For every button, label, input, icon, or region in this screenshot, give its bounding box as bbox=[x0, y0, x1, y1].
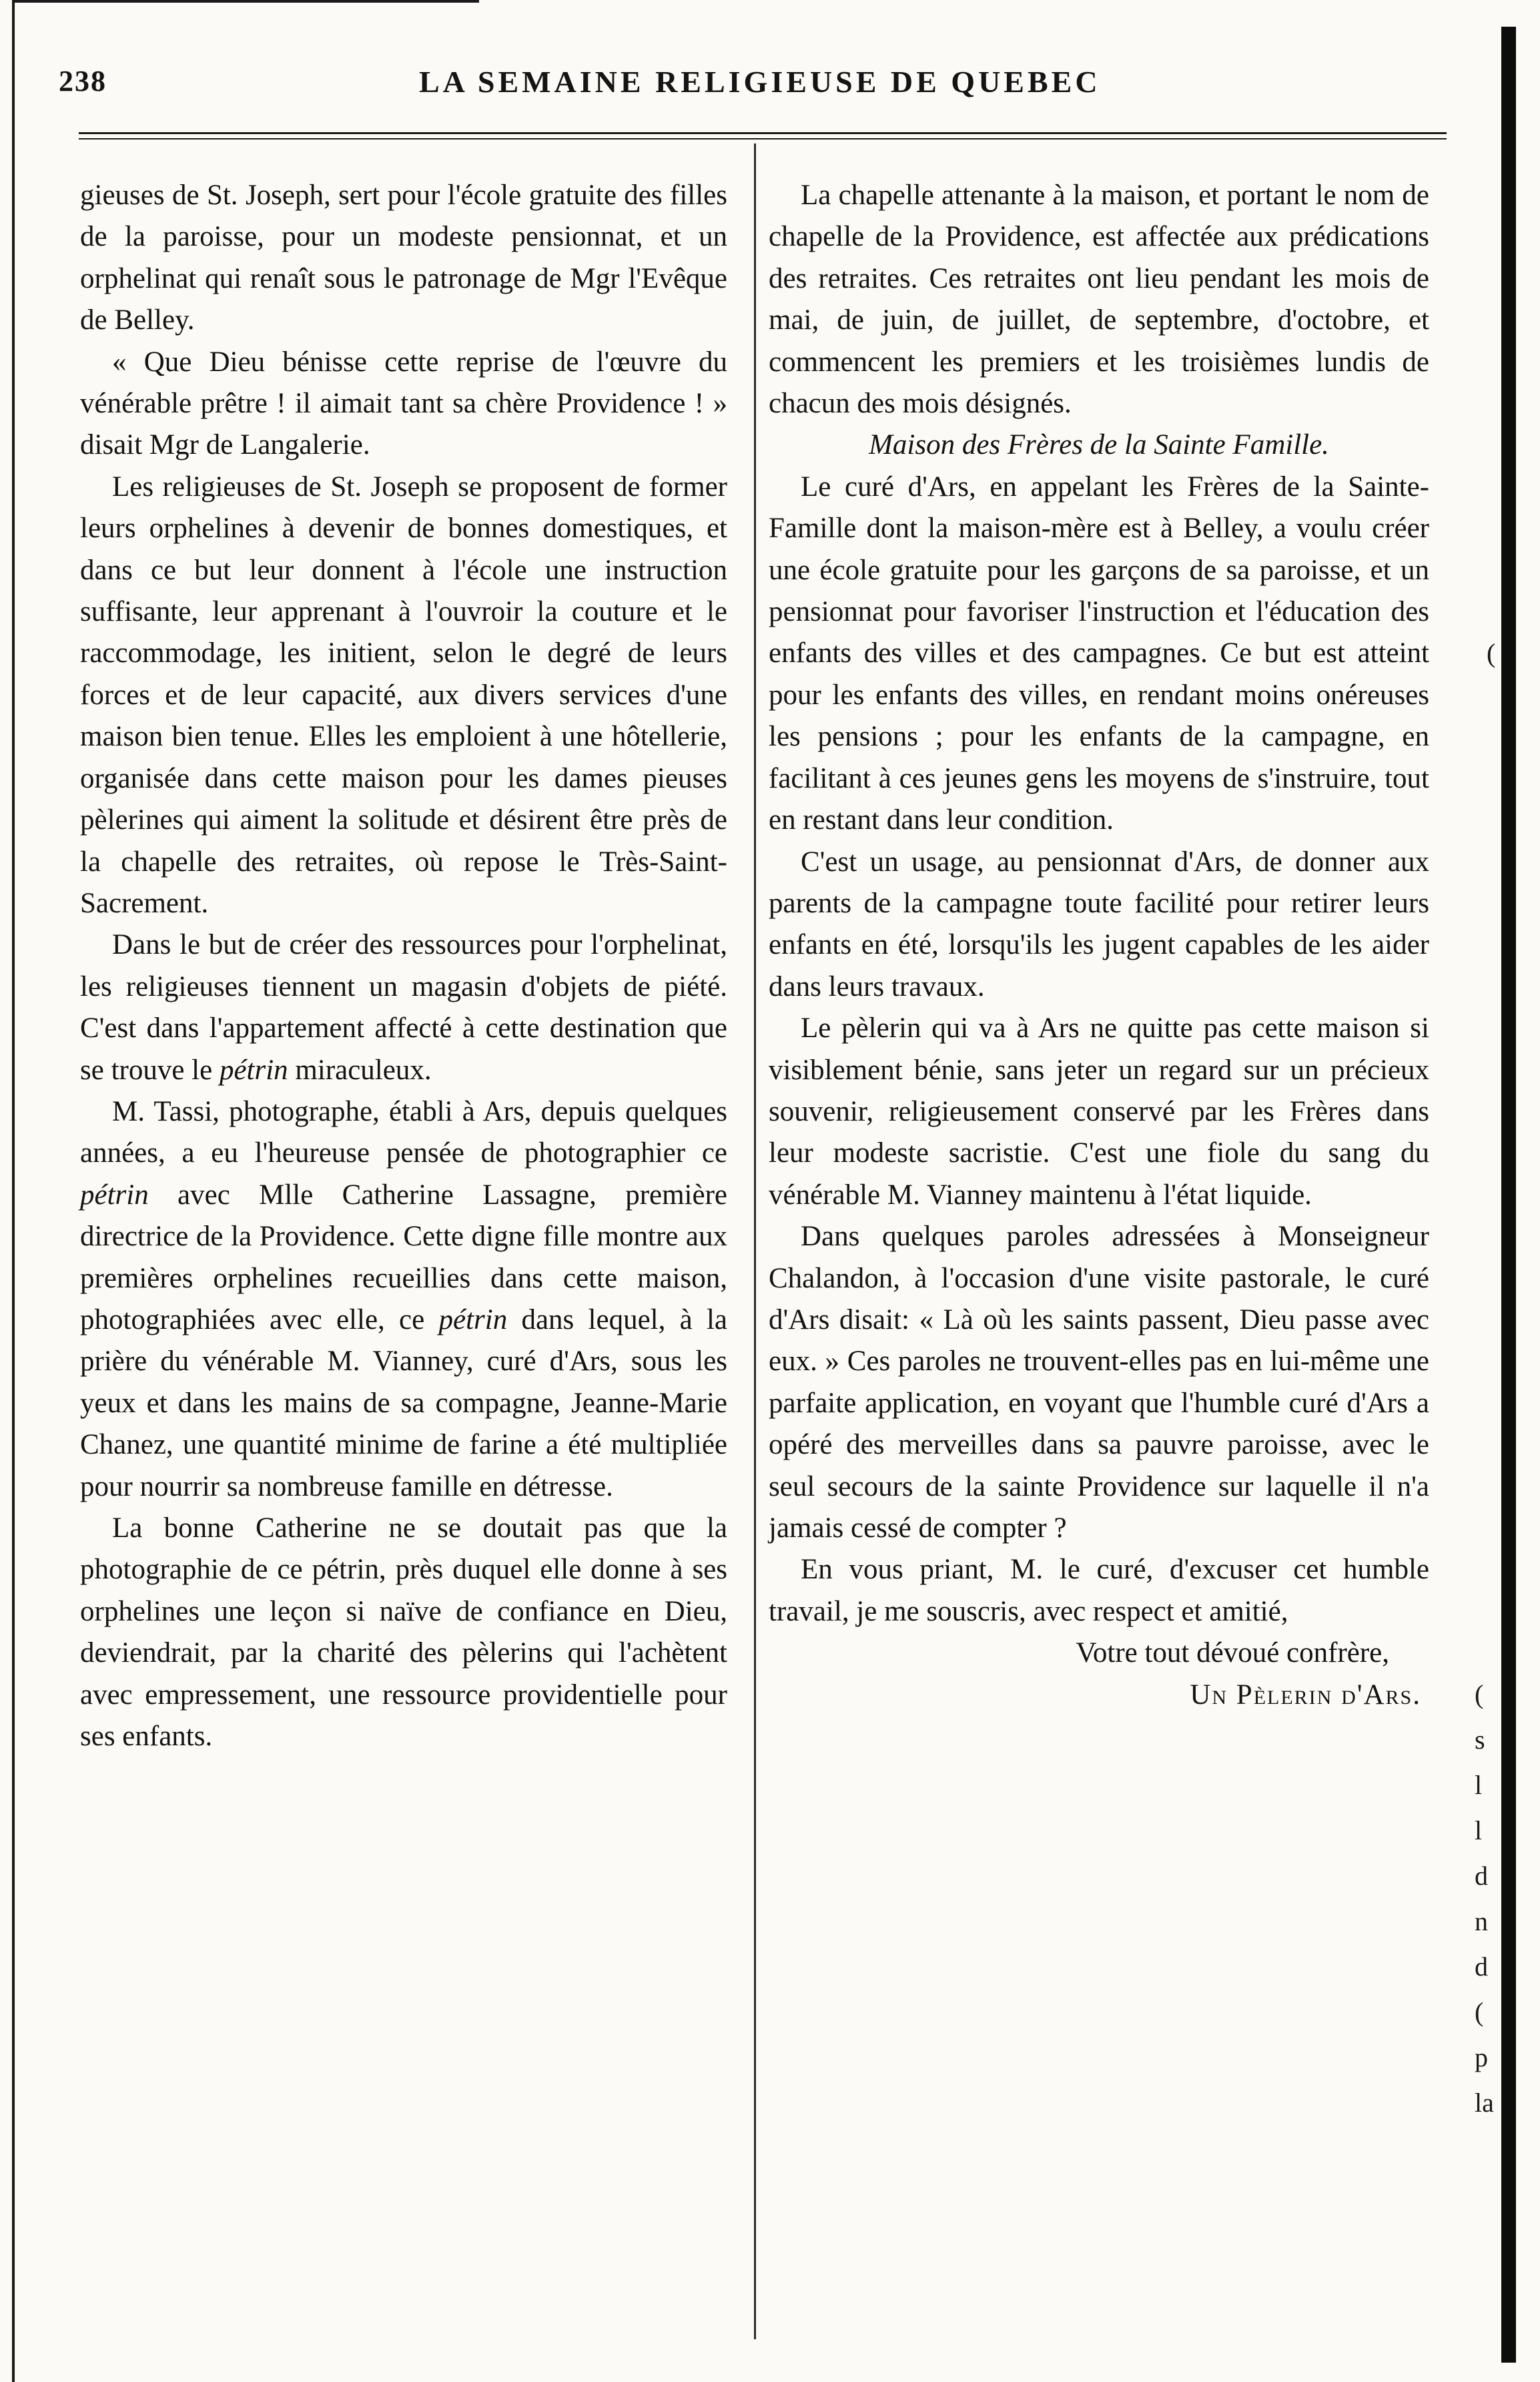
paragraph: Le curé d'Ars, en appelant les Frères de la Sainte-Famille dont la maison-mère est à Belley, a voulu créer une école gratuite pour les garçons de sa paroisse, et un pensionnat pour favoriser l'instruction et l'éducation des enfants des villes et des campagnes. Ce but est atteint pour les enfants des villes, en rendant moins onéreuses les pensions ; pour les enfants de la campagne, en facilitant à ces jeunes gens les moyens de s'instruire, tout en restant dans leur condition. bbox=[769, 471, 1429, 836]
paragraph: La chapelle attenante à la maison, et portant le nom de chapelle de la Providence, est affectée aux prédications des retraites. Ces retraites ont lieu pendant les mois de mai, de juin, de juillet, de septembre, d'octobre, et commencent les premiers et les troisièmes lundis de chacun des mois désignés. bbox=[769, 180, 1429, 420]
paragraph bbox=[80, 1091, 727, 1508]
margin-letter: l bbox=[1475, 1815, 1483, 1845]
margin-letter: s bbox=[1475, 1725, 1485, 1755]
margin-letter: d bbox=[1475, 1861, 1488, 1891]
header-rule-thick bbox=[79, 132, 1447, 134]
page-number: 238 bbox=[59, 65, 107, 97]
right-column bbox=[769, 175, 1429, 1716]
column-divider bbox=[754, 143, 756, 2339]
closing-line: Votre tout dévoué confrère, bbox=[1076, 1637, 1389, 1669]
binding-shadow bbox=[1501, 27, 1516, 2363]
italic-word: pétrin bbox=[438, 1303, 508, 1335]
margin-letter: ( bbox=[1475, 1997, 1484, 2027]
paragraph: « Que Dieu bénisse cette reprise de l'œuvre du vénérable prêtre ! il aimait tant sa chère Providence ! » disait Mgr de Langalerie. bbox=[80, 346, 727, 461]
margin-bleed-letters bbox=[1475, 1672, 1501, 2126]
text-run: dans lequel, à la prière du vénérable M. Vianney, curé d'Ars, sous les yeux et dans les mains de sa compagne, Jeanne-Marie Chanez, une quantité minime de farine a été multipliée pour nourrir sa nombreuse famille en détresse. bbox=[80, 1303, 727, 1502]
left-column bbox=[80, 175, 727, 1757]
margin-letter: la bbox=[1475, 2088, 1494, 2118]
page-header bbox=[59, 64, 1447, 117]
paragraph: C'est un usage, au pensionnat d'Ars, de donner aux parents de la campagne toute facilité pour retirer leurs enfants en été, lorsqu'ils les jugent capables de les aider dans leurs travaux. bbox=[769, 846, 1429, 1002]
paragraph: La bonne Catherine ne se doutait pas que la photographie de ce pétrin, près duquel elle donne à ses orphelines une leçon si naïve de confiance en Dieu, deviendrait, par la charité des pèlerins qui l'achètent avec empressement, une ressource providentielle pour ses enfants. bbox=[80, 1512, 727, 1753]
margin-letter: l bbox=[1475, 1770, 1483, 1800]
section-title: Maison des Frères de la Sainte Famille. bbox=[869, 429, 1329, 461]
paragraph bbox=[80, 924, 727, 1091]
text-run: avec Mlle Catherine Lassagne, première directrice de la Providence. Cette digne fille montre aux premières orphelines recueillies dans cette maison, photographiées avec elle, ce bbox=[80, 1179, 727, 1335]
paragraph: En vous priant, M. le curé, d'excuser cet humble travail, je me souscris, avec respect et amitié, bbox=[769, 1554, 1429, 1627]
italic-word: pétrin bbox=[219, 1054, 288, 1086]
margin-letter: d bbox=[1475, 1952, 1488, 1982]
text-run: Dans le but de créer des ressources pour l'orphelinat, les religieuses tiennent un magasin d'objets de piété. C'est dans l'appartement affecté à cette destination que se trouve le bbox=[80, 929, 727, 1086]
paragraph: gieuses de St. Joseph, sert pour l'école gratuite des filles de la paroisse, pour un modeste pensionnat, et un orphelinat qui renaît sous le patronage de Mgr l'Evêque de Belley. bbox=[80, 180, 727, 336]
margin-mark: ( bbox=[1487, 638, 1496, 668]
margin-letter: ( bbox=[1475, 1679, 1484, 1709]
text-run: M. Tassi, photographe, établi à Ars, depuis quelques années, a eu l'heureuse pensée de photographier ce bbox=[80, 1095, 727, 1169]
margin-letter: p bbox=[1475, 2042, 1488, 2072]
page-edge-top bbox=[12, 0, 479, 3]
page-edge-left bbox=[12, 0, 15, 2382]
paragraph: Les religieuses de St. Joseph se proposent de former leurs orphelines à devenir de bonnes domestiques, et dans ce but leur donnent à l'école une instruction suffisante, leur apprenant à l'ouvroir la couture et le raccommodage, les initient, selon le degré de leurs forces et de leur capacité, aux divers services d'une maison bien tenue. Elles les emploient à une hôtellerie, organisée dans cette maison pour les dames pieuses pèlerines qui aiment la solitude et désirent être près de la chapelle des retraites, où repose le Très-Saint-Sacrement. bbox=[80, 471, 727, 919]
signature: Un Pèlerin d'Ars. bbox=[1190, 1679, 1421, 1711]
running-title: LA SEMAINE RELIGIEUSE DE QUEBEC bbox=[419, 65, 1101, 99]
text-run: miraculeux. bbox=[288, 1054, 432, 1086]
header-rule-thin bbox=[79, 138, 1447, 139]
italic-word: pétrin bbox=[80, 1179, 149, 1211]
paragraph: Le pèlerin qui va à Ars ne quitte pas cette maison si visiblement bénie, sans jeter un regard sur un précieux souvenir, religieusement conservé par les Frères dans leur modeste sacristie. C'est une fiole du sang du vénérable M. Vianney maintenu à l'état liquide. bbox=[769, 1012, 1429, 1211]
margin-letter: n bbox=[1475, 1906, 1488, 1936]
paragraph: Dans quelques paroles adressées à Monseigneur Chalandon, à l'occasion d'une visite pastorale, le curé d'Ars disait: « Là où les saints passent, Dieu passe avec eux. » Ces paroles ne trouvent-elles pas en lui-même une parfaite application, en voyant que l'humble curé d'Ars a opéré des merveilles dans sa pauvre paroisse, avec le seul secours de la sainte Providence sur laquelle il n'a jamais cessé de compter ? bbox=[769, 1221, 1429, 1544]
